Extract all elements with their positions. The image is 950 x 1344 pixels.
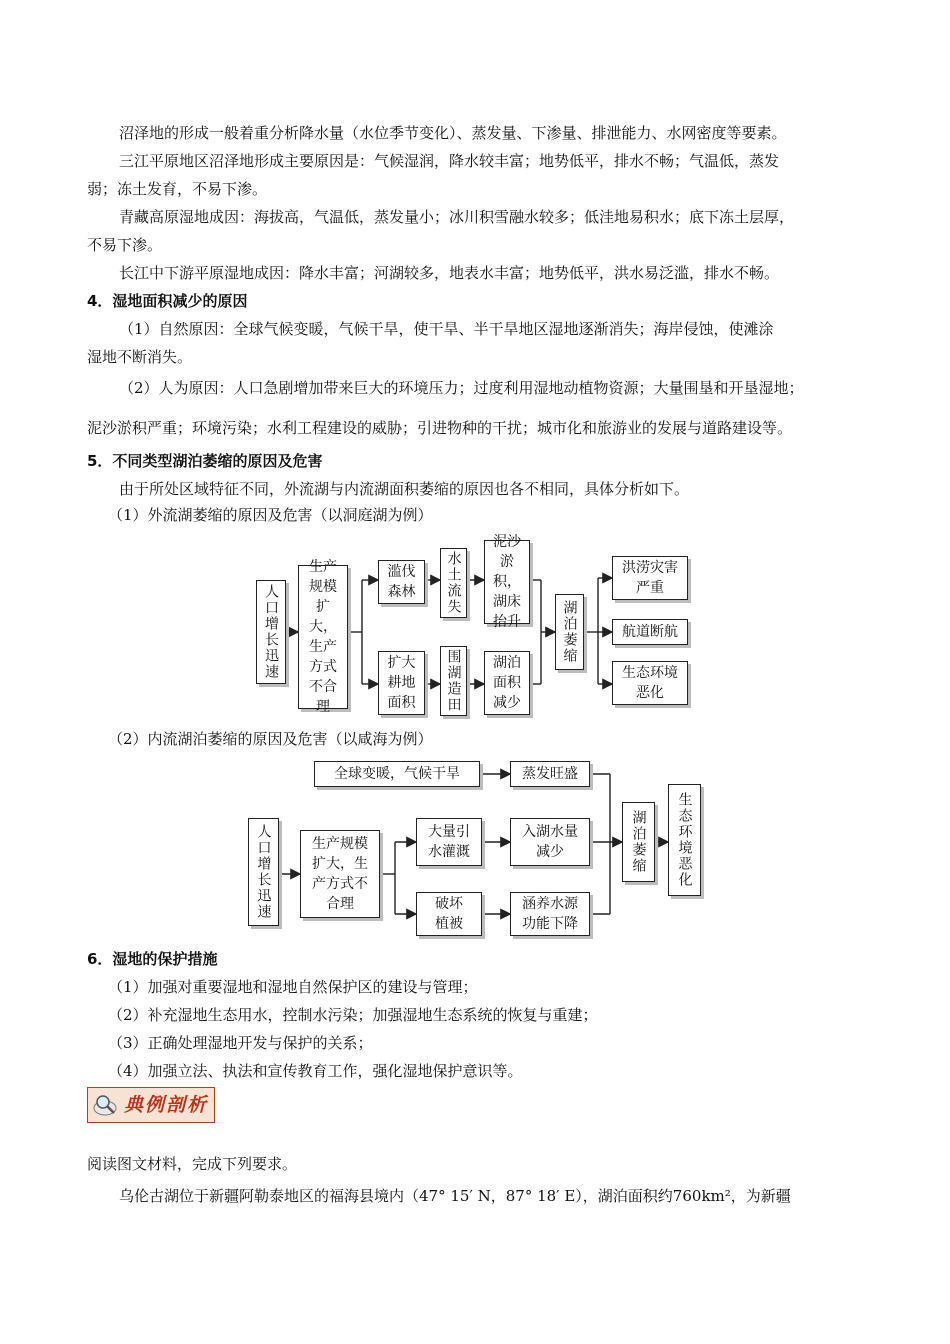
example-text: 乌伦古湖位于新疆阿勒泰地区的福海县境内（47° 15′ N，87° 18′ E），湖泊面积约760km²，为新疆 xyxy=(119,1187,791,1205)
paragraph-sanjiang: 三江平原地区沼泽地形成主要原因是：气候湿润，降水较丰富；地势低平，排水不畅；气温低，蒸发 xyxy=(119,152,780,170)
box-conservation-decline: 涵养水源功能下降 xyxy=(510,892,590,936)
box-production-expansion-2: 生产规模扩大，生产方式不合理 xyxy=(300,830,380,918)
section-5-heading: 5．不同类型湖泊萎缩的原因及危害 xyxy=(87,452,323,470)
paragraph-swamp-factors: 沼泽地的形成一般着重分析降水量（水位季节变化）、蒸发量、下渗量、排泄能力、水网密度等要素。 xyxy=(119,124,787,142)
natural-causes: （1）自然原因：全球气候变暖，气候干旱，使干旱、半干旱地区湿地逐渐消失；海岸侵蚀，使滩涂 xyxy=(119,320,774,338)
paragraph-yangtze: 长江中下游平原湿地成因：降水丰富；河湖较多，地表水丰富；地势低平，洪水易泛滥，排水不畅。 xyxy=(119,264,780,282)
paragraph-sanjiang-cont: 弱；冻土发育，不易下渗。 xyxy=(87,180,268,198)
box-lake-shrink-2: 湖泊萎缩 xyxy=(622,802,655,882)
box-production-expansion: 生产规模扩大，生产方式不合理 xyxy=(298,565,348,709)
paragraph-qinghai-tibet-cont: 不易下渗。 xyxy=(87,236,163,254)
diagram-2-caption: （2）内流湖泊萎缩的原因及危害（以咸海为例） xyxy=(108,730,433,748)
box-soil-erosion: 水土流失 xyxy=(440,548,467,618)
box-lake-shrink: 湖泊萎缩 xyxy=(555,594,584,670)
box-global-warming: 全球变暖，气候干旱 xyxy=(314,761,480,787)
box-eco-deterioration: 生态环境恶化 xyxy=(612,661,688,705)
example-analysis-badge xyxy=(87,1087,215,1123)
example-intro: 阅读图文材料，完成下列要求。 xyxy=(87,1155,298,1173)
box-vegetation-destroyed: 破坏植被 xyxy=(416,892,482,936)
measure-3: （3）正确处理湿地开发与保护的关系； xyxy=(108,1034,373,1052)
paragraph-qinghai-tibet: 青藏高原湿地成因：海拔高，气温低，蒸发量小；冰川积雪融水较多；低洼地易积水；底下冻土层厚， xyxy=(119,208,795,226)
box-expand-farmland: 扩大耕地面积 xyxy=(378,651,425,715)
box-lake-reclamation: 围湖造田 xyxy=(440,646,467,716)
measure-4: （4）加强立法、执法和宣传教育工作，强化湿地保护意识等。 xyxy=(108,1062,523,1080)
human-causes: （2）人为原因：人口急剧增加带来巨大的环境压力；过度利用湿地动植物资源；大量围垦和开垦湿地； xyxy=(119,379,804,397)
measure-2: （2）补充湿地生态用水，控制水污染；加强湿地生态系统的恢复与重建； xyxy=(108,1006,598,1024)
measure-1: （1）加强对重要湿地和湿地自然保护区的建设与管理； xyxy=(108,978,478,996)
box-navigation-stopped: 航道断航 xyxy=(612,619,688,645)
box-silt-deposition: 泥沙淤积，湖床抬升 xyxy=(484,540,530,624)
badge-label: 典例剖析 xyxy=(124,1094,209,1116)
diagram-1-caption: （1）外流湖萎缩的原因及危害（以洞庭湖为例） xyxy=(108,506,433,524)
box-inflow-decrease: 入湖水量减少 xyxy=(510,818,590,866)
natural-causes-cont: 湿地不断消失。 xyxy=(87,348,193,366)
box-strong-evaporation: 蒸发旺盛 xyxy=(510,761,590,787)
box-lake-area-decrease: 湖泊面积减少 xyxy=(484,651,530,715)
section-4-heading: 4．湿地面积减少的原因 xyxy=(87,292,248,310)
box-population-growth-2: 人口增长迅速 xyxy=(248,818,279,926)
section-6-heading: 6．湿地的保护措施 xyxy=(87,950,218,968)
section-5-intro: 由于所处区域特征不同，外流湖与内流湖面积萎缩的原因也各不相同，具体分析如下。 xyxy=(119,480,690,498)
magnifier-icon xyxy=(92,1092,118,1118)
human-causes-cont: 泥沙淤积严重；环境污染；水利工程建设的威胁；引进物种的干扰；城市化和旅游业的发展与道路建设等。 xyxy=(87,419,793,437)
box-flood-disaster: 洪涝灾害严重 xyxy=(612,556,688,600)
box-deforestation: 滥伐森林 xyxy=(378,560,425,604)
box-population-growth: 人口增长迅速 xyxy=(256,580,286,684)
box-large-irrigation: 大量引水灌溉 xyxy=(416,818,482,866)
box-eco-deterioration-2: 生态环境恶化 xyxy=(668,784,701,896)
